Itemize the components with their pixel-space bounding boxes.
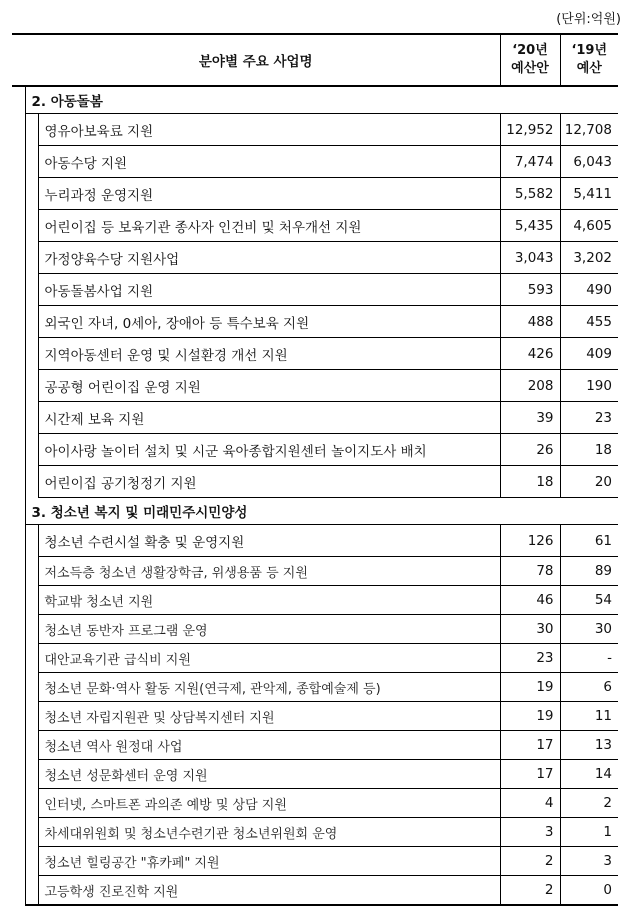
inner-gutter xyxy=(25,242,38,274)
budget-2019-value: 455 xyxy=(560,306,618,338)
header-col-2020: ‘20년 예산안 xyxy=(500,34,560,86)
budget-2020-value: 19 xyxy=(500,673,560,702)
budget-2019-value: 2 xyxy=(560,789,618,818)
budget-2020-value: 2 xyxy=(500,847,560,876)
program-name: 시간제 보육 지원 xyxy=(38,402,500,434)
inner-gutter xyxy=(25,525,38,557)
left-gutter xyxy=(12,86,25,498)
program-name: 아동수당 지원 xyxy=(38,146,500,178)
budget-2019-value: 14 xyxy=(560,760,618,789)
budget-2019-value: 89 xyxy=(560,557,618,586)
program-name: 청소년 역사 원정대 사업 xyxy=(38,731,500,760)
program-name: 영유아보육료 지원 xyxy=(38,114,500,146)
inner-gutter xyxy=(25,338,38,370)
inner-gutter xyxy=(25,644,38,673)
table-row xyxy=(12,702,618,731)
budget-2019-value: 3,202 xyxy=(560,242,618,274)
budget-2020-value: 7,474 xyxy=(500,146,560,178)
budget-2019-value: 6 xyxy=(560,673,618,702)
budget-2020-value: 18 xyxy=(500,466,560,498)
inner-gutter xyxy=(25,615,38,644)
budget-2020-value: 12,952 xyxy=(500,114,560,146)
budget-2020-value: 30 xyxy=(500,615,560,644)
inner-gutter xyxy=(25,673,38,702)
budget-2019-value: 6,043 xyxy=(560,146,618,178)
budget-2020-value: 46 xyxy=(500,586,560,615)
budget-2020-value: 17 xyxy=(500,760,560,789)
inner-gutter xyxy=(25,210,38,242)
table-row xyxy=(12,370,618,402)
inner-gutter xyxy=(25,702,38,731)
table-row xyxy=(12,402,618,434)
inner-gutter xyxy=(25,146,38,178)
table-row xyxy=(12,586,618,615)
budget-2019-value: 0 xyxy=(560,876,618,906)
budget-2020-value: 426 xyxy=(500,338,560,370)
budget-2020-value: 593 xyxy=(500,274,560,306)
inner-gutter xyxy=(25,402,38,434)
budget-2019-value: 20 xyxy=(560,466,618,498)
budget-2019-value: 1 xyxy=(560,818,618,847)
budget-2020-value: 4 xyxy=(500,789,560,818)
budget-2019-value: 23 xyxy=(560,402,618,434)
budget-2019-value: 54 xyxy=(560,586,618,615)
budget-table xyxy=(12,33,618,906)
budget-2019-value: 490 xyxy=(560,274,618,306)
program-name: 저소득층 청소년 생활장학금, 위생용품 등 지원 xyxy=(38,557,500,586)
budget-2019-value: 409 xyxy=(560,338,618,370)
program-name: 공공형 어린이집 운영 지원 xyxy=(38,370,500,402)
table-row xyxy=(12,146,618,178)
table-row xyxy=(12,114,618,146)
section-header-row xyxy=(12,86,618,114)
program-name: 가정양육수당 지원사업 xyxy=(38,242,500,274)
inner-gutter xyxy=(25,876,38,906)
program-name: 청소년 문화·역사 활동 지원(연극제, 관악제, 종합예술제 등) xyxy=(38,673,500,702)
table-row xyxy=(12,847,618,876)
table-row xyxy=(12,673,618,702)
header-title: 분야별 주요 사업명 xyxy=(12,34,500,86)
program-name: 청소년 힐링공간 "휴카페" 지원 xyxy=(38,847,500,876)
budget-2020-value: 126 xyxy=(500,525,560,557)
budget-2020-value: 3 xyxy=(500,818,560,847)
budget-2019-value: 5,411 xyxy=(560,178,618,210)
program-name: 학교밖 청소년 지원 xyxy=(38,586,500,615)
budget-2020-value: 5,582 xyxy=(500,178,560,210)
table-row xyxy=(12,338,618,370)
inner-gutter xyxy=(25,557,38,586)
budget-2019-value: 4,605 xyxy=(560,210,618,242)
budget-2020-value: 39 xyxy=(500,402,560,434)
budget-2019-value: 11 xyxy=(560,702,618,731)
budget-2020-value: 26 xyxy=(500,434,560,466)
table-row xyxy=(12,274,618,306)
budget-2019-value: 13 xyxy=(560,731,618,760)
budget-2019-value: 3 xyxy=(560,847,618,876)
table-row xyxy=(12,760,618,789)
program-name: 인터넷, 스마트폰 과의존 예방 및 상담 지원 xyxy=(38,789,500,818)
budget-2020-value: 208 xyxy=(500,370,560,402)
inner-gutter xyxy=(25,818,38,847)
program-name: 아이사랑 놀이터 설치 및 시군 육아종합지원센터 놀이지도사 배치 xyxy=(38,434,500,466)
program-name: 외국인 자녀, 0세아, 장애아 등 특수보육 지원 xyxy=(38,306,500,338)
budget-2020-value: 488 xyxy=(500,306,560,338)
budget-2020-value: 5,435 xyxy=(500,210,560,242)
header-col-2019: ‘19년 예산 xyxy=(560,34,618,86)
inner-gutter xyxy=(25,760,38,789)
program-name: 대안교육기관 급식비 지원 xyxy=(38,644,500,673)
inner-gutter xyxy=(25,847,38,876)
inner-gutter xyxy=(25,434,38,466)
inner-gutter xyxy=(25,306,38,338)
program-name: 고등학생 진로진학 지원 xyxy=(38,876,500,906)
table-row xyxy=(12,242,618,274)
unit-label: (단위:억원) xyxy=(556,12,621,27)
inner-gutter xyxy=(25,789,38,818)
program-name: 어린이집 등 보육기관 종사자 인건비 및 처우개선 지원 xyxy=(38,210,500,242)
budget-2020-value: 3,043 xyxy=(500,242,560,274)
table-row xyxy=(12,466,618,498)
budget-2020-value: 19 xyxy=(500,702,560,731)
budget-2020-value: 23 xyxy=(500,644,560,673)
budget-2020-value: 17 xyxy=(500,731,560,760)
program-name: 청소년 자립지원관 및 상담복지센터 지원 xyxy=(38,702,500,731)
section-header-row xyxy=(12,498,618,525)
inner-gutter xyxy=(25,731,38,760)
budget-2019-value: 61 xyxy=(560,525,618,557)
budget-2019-value: 30 xyxy=(560,615,618,644)
budget-2019-value: 18 xyxy=(560,434,618,466)
left-gutter xyxy=(12,498,25,906)
table-row xyxy=(12,210,618,242)
program-name: 누리과정 운영지원 xyxy=(38,178,500,210)
table-header-row xyxy=(12,34,618,86)
table-row xyxy=(12,789,618,818)
inner-gutter xyxy=(25,466,38,498)
program-name: 청소년 성문화센터 운영 지원 xyxy=(38,760,500,789)
inner-gutter xyxy=(25,274,38,306)
table-row xyxy=(12,644,618,673)
table-row xyxy=(12,306,618,338)
inner-gutter xyxy=(25,178,38,210)
section-title: 3. 청소년 복지 및 미래민주시민양성 xyxy=(25,498,618,525)
table-row xyxy=(12,434,618,466)
table-row xyxy=(12,818,618,847)
inner-gutter xyxy=(25,586,38,615)
budget-2020-value: 78 xyxy=(500,557,560,586)
program-name: 아동돌봄사업 지원 xyxy=(38,274,500,306)
program-name: 차세대위원회 및 청소년수련기관 청소년위원회 운영 xyxy=(38,818,500,847)
budget-2019-value: - xyxy=(560,644,618,673)
budget-2019-value: 12,708 xyxy=(560,114,618,146)
table-row xyxy=(12,557,618,586)
table-row xyxy=(12,525,618,557)
program-name: 청소년 수련시설 확충 및 운영지원 xyxy=(38,525,500,557)
budget-2020-value: 2 xyxy=(500,876,560,906)
budget-2019-value: 190 xyxy=(560,370,618,402)
table-row xyxy=(12,178,618,210)
table-row xyxy=(12,615,618,644)
section-title: 2. 아동돌봄 xyxy=(25,86,618,114)
inner-gutter xyxy=(25,370,38,402)
program-name: 청소년 동반자 프로그램 운영 xyxy=(38,615,500,644)
table-row xyxy=(12,731,618,760)
inner-gutter xyxy=(25,114,38,146)
table-row xyxy=(12,876,618,906)
program-name: 어린이집 공기청정기 지원 xyxy=(38,466,500,498)
program-name: 지역아동센터 운영 및 시설환경 개선 지원 xyxy=(38,338,500,370)
